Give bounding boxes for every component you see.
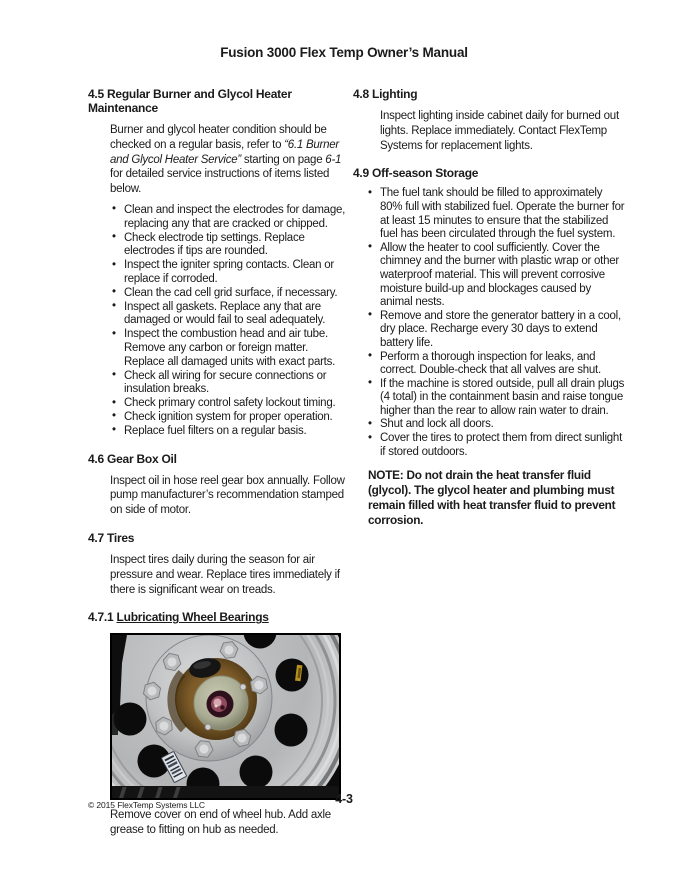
section-4-8-body: Inspect lighting inside cabinet daily for burned out lights. Replace immediately. Contact FlexTemp Systems for replacement lights. <box>380 110 619 152</box>
intro-text-3: for detailed service instructions of items listed below. <box>110 168 330 196</box>
intro-page-ref: 6-1 <box>325 153 342 166</box>
section-heading-4-7-1 <box>88 610 346 624</box>
list-item: • Remove and store the generator battery in a cool, dry place. Recharge every 30 days to extend battery life. <box>368 310 626 351</box>
list-item: • Cover the tires to protect them from direct sunlight if stored outdoors. <box>368 432 626 459</box>
page-title: Fusion 3000 Flex Temp Owner’s Manual <box>220 45 468 60</box>
list-item: • The fuel tank should be filled to approximately 80% full with stabilized fuel. Operate the burner for at least 15 minutes to ensure that the stabilized fuel has been circulated through the fuel system. <box>368 187 626 241</box>
section-4-5-intro <box>110 123 346 197</box>
footer-copyright: © 2015 FlexTemp Systems LLC <box>88 800 205 810</box>
section-heading-4-7: 4.7 Tires <box>88 530 135 545</box>
section-4-7-body: Inspect tires daily during the season for air pressure and wear. Replace tires immediately if there is significant wear on treads. <box>110 553 340 596</box>
section-heading-4-5: 4.5 Regular Burner and Glycol Heater Maintenance <box>88 87 292 115</box>
list-item: • Inspect all gaskets. Replace any that are damaged or would fail to seal adequately. <box>112 301 346 329</box>
intro-text-2: starting on page <box>240 153 326 166</box>
list-item: • Shut and lock all doors. <box>368 418 626 432</box>
list-item: • Perform a thorough inspection for leaks, and correct. Double-check that all valves are shut. <box>368 351 626 378</box>
footer-page-number: 4-3 <box>335 792 353 806</box>
list-item: • Inspect the igniter spring contacts. Clean or replace if corroded. <box>112 259 346 287</box>
subsection-number: 4.7.1 <box>88 610 117 625</box>
intro-reference-title: “6.1 Burner and Glycol Heater Service” <box>110 138 339 166</box>
storage-bullet-list <box>353 187 626 459</box>
right-column <box>353 87 626 528</box>
list-item: • Check electrode tip settings. Replace electrodes if tips are rounded. <box>112 232 346 260</box>
section-heading-4-8: 4.8 Lighting <box>353 87 418 101</box>
list-item: • If the machine is stored outside, pull all drain plugs (4 total) in the containment basin and raise tongue higher than the rear to allow rain water to drain. <box>368 378 626 419</box>
list-item: • Replace fuel filters on a regular basis. <box>112 425 346 439</box>
list-item: • Inspect the combustion head and air tube. Remove any carbon or foreign matter. Replace all damaged units with exact parts. <box>112 328 346 369</box>
list-item: • Clean the cad cell grid surface, if necessary. <box>112 287 346 301</box>
intro-text-1: Burner and glycol heater condition should be checked on a regular basis, refer to <box>110 124 327 151</box>
section-heading-4-6: 4.6 Gear Box Oil <box>88 451 177 466</box>
wheel-hub-illustration <box>112 635 339 798</box>
wheel-hub-photo <box>110 633 341 800</box>
section-4-6-body: Inspect oil in hose reel gear box annually. Follow pump manufacturer’s recommendation stamped on side of motor. <box>110 474 345 517</box>
subsection-title: Lubricating Wheel Bearings <box>116 610 269 625</box>
list-item: • Allow the heater to cool sufficiently. Cover the chimney and the burner with plastic wrap or other waterproof material. This will prevent corrosive moisture build-up and blockages caused by animal nests. <box>368 242 626 310</box>
left-column <box>88 87 346 838</box>
photo-caption: Remove cover on end of wheel hub. Add axle grease to fitting on hub as needed. <box>110 809 331 837</box>
list-item: • Check primary control safety lockout timing. <box>112 397 346 411</box>
glycol-note: NOTE: Do not drain the heat transfer fluid (glycol). The glycol heater and plumbing must remain filled with heat transfer fluid to prevent corrosion. <box>368 468 616 528</box>
list-item: • Check ignition system for proper operation. <box>112 411 346 425</box>
section-heading-4-9: 4.9 Off-season Storage <box>353 166 479 181</box>
maintenance-bullet-list <box>88 204 346 439</box>
list-item: • Clean and inspect the electrodes for damage, replacing any that are cracked or chipped. <box>112 204 346 232</box>
list-item: • Check all wiring for secure connections or insulation breaks. <box>112 370 346 398</box>
